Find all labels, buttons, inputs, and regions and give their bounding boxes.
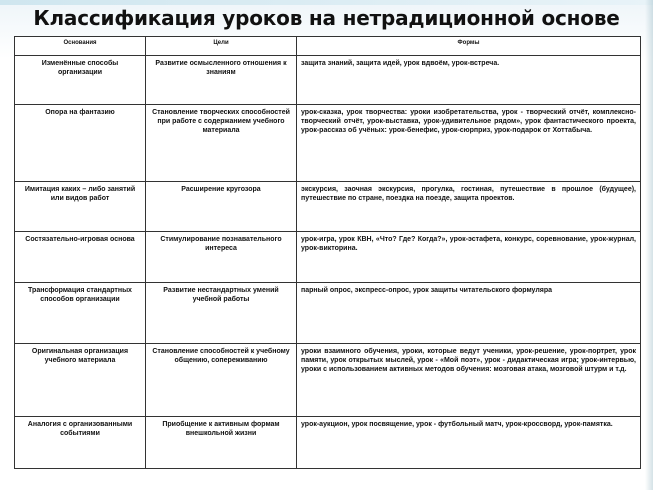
cell-basis: Аналогия с организованными событиями (15, 417, 146, 469)
cell-forms: урок-сказка, урок творчества: уроки изобретательства, урок - творческий отчёт, комплексно-творческий отчёт, урок-выставка, урок-удивительное рядом», урок фантастического проекта, урок-рассказ об учёных: урок-бенефис, урок-сюрприз, урок-подарок от Хоттабыча. (297, 105, 641, 182)
table-row (15, 105, 641, 182)
table-header-row (15, 37, 641, 56)
cell-forms: защита знаний, защита идей, урок вдвоём, урок-встреча. (297, 56, 641, 105)
table-row (15, 182, 641, 232)
header-forms: Формы (297, 37, 641, 56)
header-goals: Цели (146, 37, 297, 56)
cell-forms: экскурсия, заочная экскурсия, прогулка, гостиная, путешествие в прошлое (будущее), путешествие по стране, поездка на поезде, защита проектов. (297, 182, 641, 232)
table-row (15, 56, 641, 105)
cell-goal: Развитие нестандартных умений учебной работы (146, 283, 297, 344)
cell-forms: уроки взаимного обучения, уроки, которые ведут ученики, урок-решение, урок-портрет, урок памяти, урок открытых мыслей, урок - «Мой поэт», урок - дидактическая игра; урок-интервью, уроки с использованием активных методов обучения: мозговая атака, мозговой штурм и т.д. (297, 344, 641, 417)
cell-goal: Развитие осмысленного отношения к знаниям (146, 56, 297, 105)
cell-goal: Приобщение к активным формам внешкольной жизни (146, 417, 297, 469)
cell-forms: урок-игра, урок КВН, «Что? Где? Когда?», урок-эстафета, конкурс, соревнование, урок-журнал, урок-викторина. (297, 232, 641, 283)
cell-forms: урок-аукцион, урок посвящение, урок - футбольный матч, урок-кроссворд, урок-памятка. (297, 417, 641, 469)
table-row (15, 232, 641, 283)
slide-title: Классификация уроков на нетрадиционной основе (33, 6, 620, 30)
right-edge-shadow (645, 0, 653, 490)
header-basis: Основания (15, 37, 146, 56)
cell-basis: Опора на фантазию (15, 105, 146, 182)
cell-goal: Стимулирование познавательного интереса (146, 232, 297, 283)
cell-basis: Имитация каких – либо занятий или видов работ (15, 182, 146, 232)
cell-goal: Расширение кругозора (146, 182, 297, 232)
cell-goal: Становление способностей к учебному общению, сопереживанию (146, 344, 297, 417)
cell-goal: Становление творческих способностей при работе с содержанием учебного материала (146, 105, 297, 182)
cell-basis: Трансформация стандартных способов организации (15, 283, 146, 344)
top-decor-band (0, 0, 653, 5)
cell-basis: Состязательно-игровая основа (15, 232, 146, 283)
cell-forms: парный опрос, экспресс-опрос, урок защиты читательского формуляра (297, 283, 641, 344)
table-row (15, 283, 641, 344)
table-row (15, 417, 641, 469)
cell-basis: Оригинальная организация учебного материала (15, 344, 146, 417)
table-row (15, 344, 641, 417)
cell-basis: Изменённые способы организации (15, 56, 146, 105)
classification-table (14, 36, 641, 469)
